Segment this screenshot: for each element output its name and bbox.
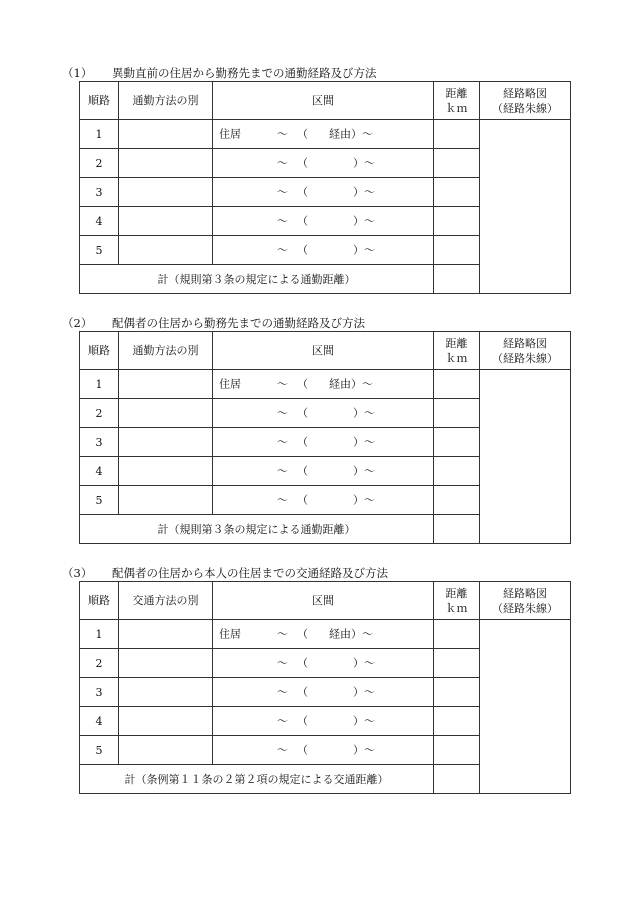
order-header: 順路 (80, 332, 119, 370)
paren-open: （ (297, 377, 308, 391)
method-input-cell[interactable] (119, 236, 213, 265)
tilde-mark: ～ (277, 464, 288, 478)
paren-close-tilde: ）～ (353, 493, 375, 507)
order-cell: 5 (80, 736, 119, 765)
route-table (79, 331, 571, 544)
route-map-area[interactable] (480, 620, 571, 794)
order-cell: 3 (80, 428, 119, 457)
distance-input-cell[interactable] (434, 370, 480, 399)
distance-input-cell[interactable] (434, 457, 480, 486)
tilde-mark: ～ (277, 377, 288, 391)
total-label: 計（規則第３条の規定による通勤距離） (80, 265, 434, 294)
section-input-cell[interactable] (213, 649, 434, 678)
map-header (480, 332, 571, 370)
paren-close-tilde: ）～ (353, 435, 375, 449)
method-header: 交通方法の別 (119, 582, 213, 620)
order-cell: 3 (80, 678, 119, 707)
distance-input-cell[interactable] (434, 736, 480, 765)
paren-open: （ (297, 493, 308, 507)
section-input-cell[interactable] (213, 428, 434, 457)
paren-close-tilde: ）～ (353, 406, 375, 420)
paren-open: （ (297, 743, 308, 757)
order-cell: 2 (80, 399, 119, 428)
order-header: 順路 (80, 82, 119, 120)
order-cell: 4 (80, 457, 119, 486)
paren-open: （ (297, 464, 308, 478)
distance-input-cell[interactable] (434, 678, 480, 707)
distance-header-line2: ｋｍ (445, 101, 468, 115)
method-input-cell[interactable] (119, 678, 213, 707)
map-header-line1: 経路略図 (503, 336, 547, 350)
home-label: 住居 (219, 377, 241, 391)
section-title (62, 66, 377, 80)
section-title (62, 566, 388, 580)
distance-input-cell[interactable] (434, 620, 480, 649)
section-number: （1） (62, 66, 93, 80)
route-table (79, 581, 571, 794)
section-input-cell[interactable] (213, 678, 434, 707)
method-input-cell[interactable] (119, 707, 213, 736)
distance-header-line2: ｋｍ (445, 351, 468, 365)
route-map-area[interactable] (480, 120, 571, 294)
paren-close-tilde: ）～ (353, 156, 375, 170)
tilde-mark: ～ (277, 743, 288, 757)
section-header: 区間 (213, 332, 434, 370)
tilde-mark: ～ (277, 435, 288, 449)
method-input-cell[interactable] (119, 620, 213, 649)
section-input-cell[interactable] (213, 736, 434, 765)
section-input-cell[interactable] (213, 620, 434, 649)
paren-close-tilde: ）～ (353, 243, 375, 257)
section-input-cell[interactable] (213, 207, 434, 236)
paren-open: （ (297, 656, 308, 670)
order-cell: 3 (80, 178, 119, 207)
section-input-cell[interactable] (213, 457, 434, 486)
section-input-cell[interactable] (213, 149, 434, 178)
tilde-mark: ～ (277, 214, 288, 228)
distance-input-cell[interactable] (434, 486, 480, 515)
section-number: （2） (62, 316, 93, 330)
section-input-cell[interactable] (213, 370, 434, 399)
order-cell: 2 (80, 649, 119, 678)
method-input-cell[interactable] (119, 457, 213, 486)
paren-close-tilde: ）～ (353, 743, 375, 757)
distance-header (434, 332, 480, 370)
distance-input-cell[interactable] (434, 428, 480, 457)
tilde-mark: ～ (277, 685, 288, 699)
via-label: 経由）～ (329, 377, 373, 391)
order-cell: 2 (80, 149, 119, 178)
method-input-cell[interactable] (119, 736, 213, 765)
tilde-mark: ～ (277, 656, 288, 670)
map-header-line2: （経路朱線） (492, 101, 558, 115)
distance-input-cell[interactable] (434, 207, 480, 236)
distance-input-cell[interactable] (434, 707, 480, 736)
table-header-row (80, 332, 571, 370)
paren-close-tilde: ）～ (353, 464, 375, 478)
tilde-mark: ～ (277, 493, 288, 507)
distance-input-cell[interactable] (434, 149, 480, 178)
paren-open: （ (297, 185, 308, 199)
tilde-mark: ～ (277, 156, 288, 170)
section-input-cell[interactable] (213, 707, 434, 736)
paren-open: （ (297, 156, 308, 170)
distance-input-cell[interactable] (434, 178, 480, 207)
method-input-cell[interactable] (119, 399, 213, 428)
total-label: 計（規則第３条の規定による通勤距離） (80, 515, 434, 544)
distance-input-cell[interactable] (434, 236, 480, 265)
order-cell: 1 (80, 120, 119, 149)
table-row (80, 370, 571, 399)
method-input-cell[interactable] (119, 207, 213, 236)
paren-open: （ (297, 406, 308, 420)
method-input-cell[interactable] (119, 428, 213, 457)
route-table (79, 81, 571, 294)
section-title-text: 異動直前の住居から勤務先までの通勤経路及び方法 (112, 66, 377, 80)
via-label: 経由）～ (329, 627, 373, 641)
tilde-mark: ～ (277, 243, 288, 257)
tilde-mark: ～ (277, 714, 288, 728)
total-distance-cell[interactable] (434, 515, 480, 544)
tilde-mark: ～ (277, 185, 288, 199)
distance-header-line2: ｋｍ (445, 601, 468, 615)
map-header-line2: （経路朱線） (492, 601, 558, 615)
distance-header (434, 582, 480, 620)
paren-close-tilde: ）～ (353, 685, 375, 699)
section-input-cell[interactable] (213, 486, 434, 515)
table-row (80, 620, 571, 649)
tilde-mark: ～ (277, 406, 288, 420)
section-title-text: 配偶者の住居から勤務先までの通勤経路及び方法 (112, 316, 365, 330)
table-header-row (80, 582, 571, 620)
route-map-area[interactable] (480, 370, 571, 544)
map-header (480, 82, 571, 120)
tilde-mark: ～ (277, 127, 288, 141)
distance-input-cell[interactable] (434, 120, 480, 149)
total-distance-cell[interactable] (434, 765, 480, 794)
section-input-cell[interactable] (213, 399, 434, 428)
map-header-line2: （経路朱線） (492, 351, 558, 365)
total-label: 計（条例第１１条の２第２項の規定による交通距離） (80, 765, 434, 794)
method-header: 通勤方法の別 (119, 82, 213, 120)
paren-close-tilde: ）～ (353, 656, 375, 670)
paren-close-tilde: ）～ (353, 185, 375, 199)
paren-open: （ (297, 243, 308, 257)
method-input-cell[interactable] (119, 178, 213, 207)
distance-header (434, 82, 480, 120)
map-header-line1: 経路略図 (503, 86, 547, 100)
paren-close-tilde: ）～ (353, 714, 375, 728)
paren-open: （ (297, 127, 308, 141)
order-cell: 1 (80, 620, 119, 649)
section-title-text: 配偶者の住居から本人の住居までの交通経路及び方法 (112, 566, 388, 580)
section-number: （3） (62, 566, 93, 580)
section-input-cell[interactable] (213, 120, 434, 149)
paren-open: （ (297, 435, 308, 449)
distance-header-line1: 距離 (445, 336, 468, 350)
paren-open: （ (297, 714, 308, 728)
order-cell: 5 (80, 486, 119, 515)
paren-close-tilde: ）～ (353, 214, 375, 228)
order-cell: 4 (80, 207, 119, 236)
method-header: 通勤方法の別 (119, 332, 213, 370)
method-input-cell[interactable] (119, 649, 213, 678)
tilde-mark: ～ (277, 627, 288, 641)
section-header: 区間 (213, 582, 434, 620)
section-header: 区間 (213, 82, 434, 120)
distance-header-line1: 距離 (445, 86, 468, 100)
map-header (480, 582, 571, 620)
method-input-cell[interactable] (119, 370, 213, 399)
distance-input-cell[interactable] (434, 649, 480, 678)
paren-open: （ (297, 214, 308, 228)
table-row (80, 120, 571, 149)
order-cell: 5 (80, 236, 119, 265)
section-input-cell[interactable] (213, 236, 434, 265)
section-input-cell[interactable] (213, 178, 434, 207)
map-header-line1: 経路略図 (503, 586, 547, 600)
home-label: 住居 (219, 627, 241, 641)
order-cell: 4 (80, 707, 119, 736)
total-distance-cell[interactable] (434, 265, 480, 294)
via-label: 経由）～ (329, 127, 373, 141)
order-cell: 1 (80, 370, 119, 399)
method-input-cell[interactable] (119, 149, 213, 178)
method-input-cell[interactable] (119, 120, 213, 149)
table-header-row (80, 82, 571, 120)
method-input-cell[interactable] (119, 486, 213, 515)
distance-header-line1: 距離 (445, 586, 468, 600)
order-header: 順路 (80, 582, 119, 620)
paren-open: （ (297, 627, 308, 641)
section-title (62, 316, 365, 330)
distance-input-cell[interactable] (434, 399, 480, 428)
paren-open: （ (297, 685, 308, 699)
home-label: 住居 (219, 127, 241, 141)
